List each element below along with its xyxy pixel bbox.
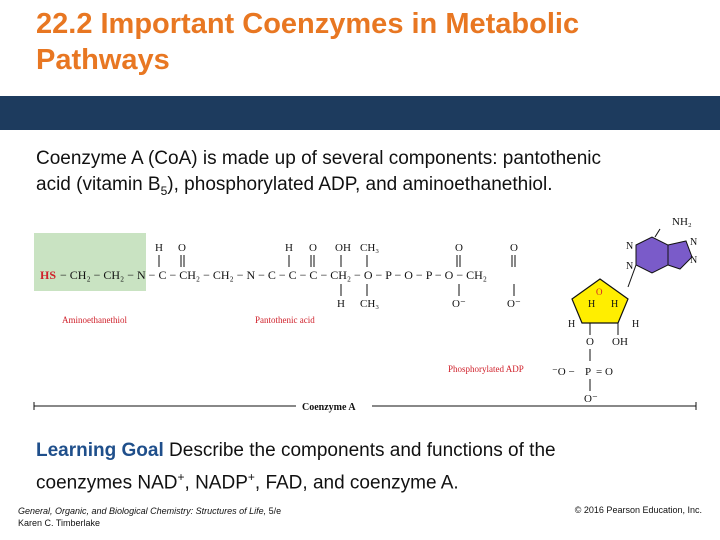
o-top-4: O bbox=[510, 242, 518, 254]
main-chain: − CH₂ − CH₂ − N − C − CH₂ − CH₂ − N − C − C − C − CH₂ − O − P − O − P − O − CH₂ bbox=[60, 268, 487, 282]
ch3-bottom: CH₃ bbox=[360, 298, 380, 310]
goal-line-1 bbox=[36, 438, 706, 464]
goal-text-b3: , FAD, and coenzyme A. bbox=[254, 472, 459, 494]
nh2-bond bbox=[655, 229, 660, 237]
goal-sup-2: + bbox=[247, 470, 255, 484]
o-top-1: O bbox=[178, 242, 186, 254]
ribose-h4: H bbox=[632, 319, 640, 330]
goal-label: Learning Goal bbox=[36, 440, 164, 461]
footer-author: Karen C. Timberlake bbox=[18, 518, 101, 528]
adenine-n2: N bbox=[690, 237, 698, 248]
ch3-top: CH₃ bbox=[360, 242, 380, 254]
label-phosphorylated-adp: Phosphorylated ADP bbox=[448, 364, 524, 374]
footer-copyright: © 2016 Pearson Education, Inc. bbox=[574, 505, 702, 515]
phosphate-p: P bbox=[585, 366, 592, 378]
goal-text-b2: , NADP bbox=[184, 472, 248, 494]
ribose-h1: H bbox=[588, 299, 596, 310]
ribose-h2: H bbox=[611, 299, 619, 310]
h-top-2: H bbox=[285, 242, 293, 254]
o-minus-2: O⁻ bbox=[507, 298, 521, 310]
adenine-nh2: NH₂ bbox=[672, 216, 692, 228]
label-pantothenic-acid: Pantothenic acid bbox=[255, 315, 315, 325]
adenine-n1: N bbox=[626, 241, 634, 252]
ribose-oh: OH bbox=[612, 336, 628, 348]
phosphate-double-o: = O bbox=[596, 366, 613, 378]
h-top-1: H bbox=[155, 242, 163, 254]
title-line-1: 22.2 Important Coenzymes in Metabolic bbox=[36, 8, 580, 40]
hs-group: HS bbox=[40, 268, 57, 282]
goal-sup-1: + bbox=[177, 470, 185, 484]
learning-goal bbox=[36, 438, 706, 496]
o-minus-1: O⁻ bbox=[452, 298, 466, 310]
goal-line-2 bbox=[36, 464, 706, 496]
o-top-3: O bbox=[455, 242, 463, 254]
slide-title bbox=[36, 6, 696, 78]
ribose-ring bbox=[572, 279, 628, 323]
intro-line-2a: acid (vitamin B bbox=[36, 174, 161, 195]
header-band bbox=[0, 96, 720, 130]
coenzyme-a-structure-figure bbox=[0, 205, 720, 420]
o-top-2: O bbox=[309, 242, 317, 254]
adenine-n4: N bbox=[626, 261, 634, 272]
intro-line-2b: ), phosphorylated ADP, and aminoethanethiol. bbox=[167, 174, 553, 195]
footer-citation bbox=[18, 505, 281, 529]
oh-top: OH bbox=[335, 242, 351, 254]
label-aminoethanethiol: Aminoethanethiol bbox=[62, 315, 127, 325]
phosphate-o-minus-left: ⁻O − bbox=[552, 366, 575, 378]
intro-line-2 bbox=[36, 172, 706, 204]
adenine-n3: N bbox=[690, 255, 698, 266]
adenine-five-ring bbox=[668, 241, 692, 269]
goal-text-b1: coenzymes NAD bbox=[36, 472, 178, 494]
adenine-six-ring bbox=[636, 237, 668, 273]
goal-text-a: Describe the components and functions of the bbox=[163, 440, 556, 461]
top-bonds bbox=[159, 255, 515, 267]
footer-book: General, Organic, and Biological Chemistry: Structures of Life, bbox=[18, 506, 267, 516]
label-coenzyme-a: Coenzyme A bbox=[302, 402, 356, 413]
vitamin-subscript: 5 bbox=[160, 183, 168, 198]
footer-book-line bbox=[18, 505, 281, 517]
phosphate-o-minus-bottom: O⁻ bbox=[584, 393, 598, 405]
title-line-2: Pathways bbox=[36, 44, 170, 76]
intro-line-1: Coenzyme A (CoA) is made up of several components: pantothenic bbox=[36, 148, 602, 169]
intro-paragraph bbox=[36, 146, 706, 204]
aminoethanethiol-highlight bbox=[34, 233, 146, 291]
footer-edition: 5/e bbox=[266, 506, 282, 516]
ribose-o-link: O bbox=[586, 336, 594, 348]
ribose-h3: H bbox=[568, 319, 576, 330]
h-bottom: H bbox=[337, 298, 345, 310]
coenzyme-a-diagram bbox=[0, 205, 720, 420]
ribose-oxygen: O bbox=[596, 287, 603, 297]
bottom-bonds bbox=[341, 284, 514, 296]
